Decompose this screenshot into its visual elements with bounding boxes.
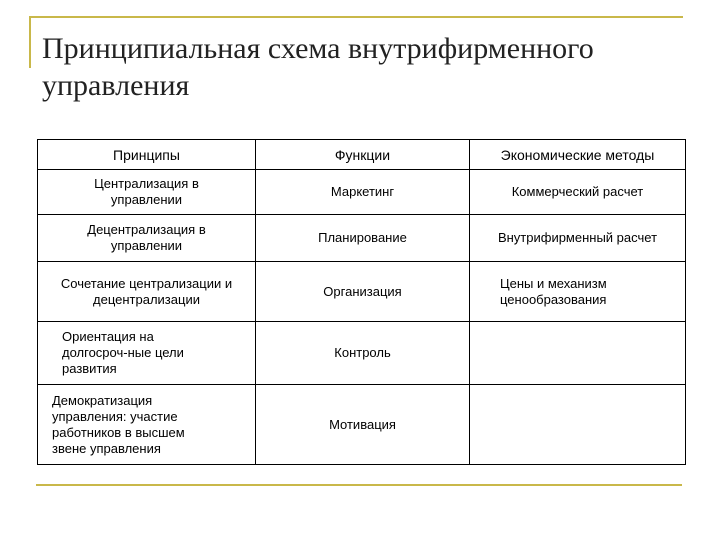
method-text: Цены и механизм ценообразования: [500, 276, 607, 307]
function-text: Мотивация: [329, 416, 396, 432]
function-text: Организация: [323, 283, 402, 299]
method-cell: [470, 322, 686, 385]
method-text: Внутрифирменный расчет: [497, 230, 658, 245]
principle-text: Централизация в управлении: [94, 176, 199, 207]
table-row: [38, 322, 686, 385]
table-row: [38, 262, 686, 322]
function-cell: [256, 215, 470, 262]
method-cell: [470, 385, 686, 465]
table-header-row: [38, 140, 686, 170]
method-cell: [470, 170, 686, 215]
function-cell: [256, 322, 470, 385]
principle-cell: [38, 215, 256, 262]
method-text: Коммерческий расчет: [511, 184, 644, 199]
principle-text: Децентрализация в управлении: [87, 222, 206, 253]
table-row: [38, 215, 686, 262]
header-principles: Принципы: [38, 140, 256, 170]
principle-text: Демократизация управления: участие работников в высшем звене управления: [52, 392, 185, 456]
slide-title: Принципиальная схема внутрифирменного управления: [42, 32, 594, 102]
principle-text: Сочетание централизации и децентрализации: [60, 275, 233, 307]
header-functions: Функции: [256, 140, 470, 170]
bottom-horizontal-rule: [36, 484, 682, 486]
top-horizontal-rule: [29, 16, 683, 18]
function-text: Контроль: [334, 345, 391, 360]
function-text: Маркетинг: [330, 184, 395, 199]
table-row: [38, 170, 686, 215]
method-cell: [470, 262, 686, 322]
management-scheme-table: [37, 139, 686, 465]
top-left-vertical-rule: [29, 16, 31, 68]
method-cell: [470, 215, 686, 262]
function-cell: [256, 262, 470, 322]
header-economic-methods: Экономические методы: [470, 140, 686, 170]
function-text: Планирование: [318, 230, 407, 245]
principle-cell: [38, 262, 256, 322]
function-cell: [256, 385, 470, 465]
principle-cell: [38, 322, 256, 385]
table-row: [38, 385, 686, 465]
principle-cell: [38, 170, 256, 215]
principle-cell: [38, 385, 256, 465]
function-cell: [256, 170, 470, 215]
principle-text: Ориентация на долгосроч-ные цели развития: [62, 329, 184, 376]
